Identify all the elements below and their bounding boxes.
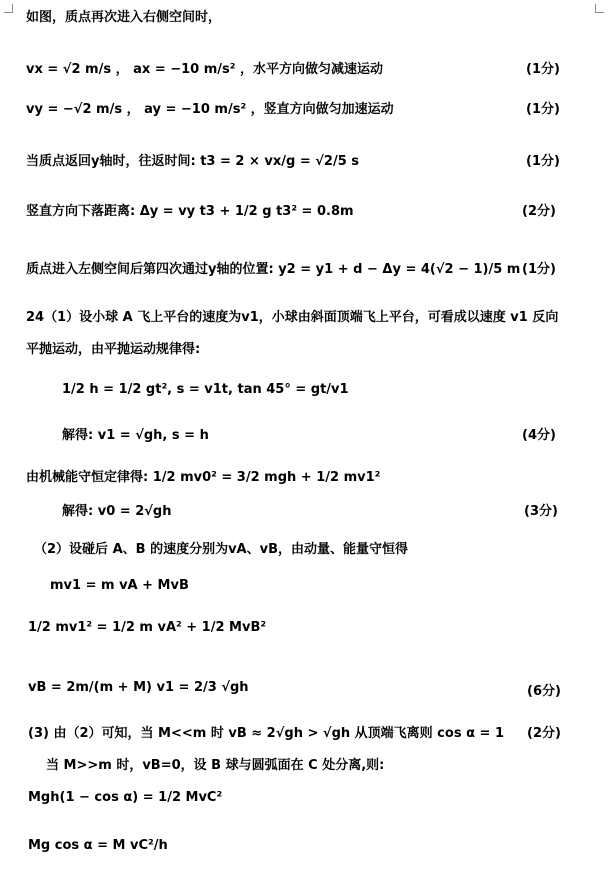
solution-line-text: 24（1）设小球 A 飞上平台的速度为v1，小球由斜面顶端飞上平台，可看成以速度 v1 反向 [26,310,559,325]
solution-line-text: 当质点返回y轴时，往返时间: t3 = 2 × vx/g = √2/5 s [26,154,360,169]
score-mark: (4分) [522,428,556,443]
score-mark: (1分) [526,62,560,77]
solution-line [62,424,209,443]
solution-line [26,6,221,25]
score-mark: (1分) [526,102,560,117]
score-mark: (1分) [522,262,556,277]
score-mark: (6分) [527,684,561,699]
solution-line [28,620,266,635]
solution-line [50,578,189,593]
score-mark: (2分) [522,204,556,219]
page-corner-mark-right [595,4,604,13]
solution-line-text: Mg cos α = M vC²/h [28,838,168,853]
solution-line-text: vx = √2 m/s ， ax = −10 m/s² ，水平方向做匀减速运动 [26,62,383,77]
solution-line-text: 1/2 mv1² = 1/2 m vA² + 1/2 MvB² [28,620,267,635]
solution-line [28,680,249,695]
score-mark: (3分) [524,504,558,519]
solution-line [26,466,380,485]
solution-line-text: 如图，质点再次进入右侧空间时， [26,10,222,25]
solution-line-text: 竖直方向下落距离: Δy = vy t3 + 1/2 g t3² = 0.8m [26,204,354,219]
solution-line-text: mv1 = m vA + MvB [50,578,189,593]
solution-line [26,200,354,219]
solution-line-text: 当 M>>m 时，vB=0，设 B 球与圆弧面在 C 处分离,则: [46,758,385,773]
score-mark: (2分) [527,726,561,741]
solution-line-text: 质点进入左侧空间后第四次通过y轴的位置: y2 = y1 + d − Δy = 4(√2 − 1)/5 m [26,262,521,277]
solution-line-text: 解得: v0 = 2√gh [62,504,172,519]
solution-line-text: (3) 由（2）可知，当 M<<m 时 vB ≈ 2√gh > √gh 从顶端飞离则 cos α = 1 [28,726,504,741]
solution-line [26,306,558,325]
solution-line-text: 1/2 h = 1/2 gt², s = v1t, tan 45° = gt/v1 [62,382,349,397]
solution-line [28,722,504,741]
solution-line [26,98,394,117]
solution-line-text: （2）设碰后 A、B 的速度分别为vA、vB，由动量、能量守恒得 [34,542,408,557]
solution-line [26,58,383,77]
solution-line-text: 解得: v1 = √gh, s = h [62,428,209,443]
solution-line-text: Mgh(1 − cos α) = 1/2 MvC² [28,790,223,805]
solution-line [62,382,349,397]
solution-line-text: 平抛运动，由平抛运动规律得: [26,342,201,357]
solution-line [62,500,171,519]
solution-line [46,754,384,773]
solution-line [26,150,359,169]
solution-line [28,790,222,805]
solution-line [26,338,200,357]
page-corner-mark-left [4,4,13,13]
score-mark: (1分) [526,154,560,169]
solution-line-text: vy = −√2 m/s ， ay = −10 m/s² ，竖直方向做匀加速运动 [26,102,394,117]
solution-line [34,538,408,557]
solution-line-text: vB = 2m/(m + M) v1 = 2/3 √gh [28,680,249,695]
solution-line [26,258,520,277]
solution-line-text: 由机械能守恒定律得: 1/2 mv0² = 3/2 mgh + 1/2 mv1² [26,470,381,485]
solution-line [28,838,168,853]
